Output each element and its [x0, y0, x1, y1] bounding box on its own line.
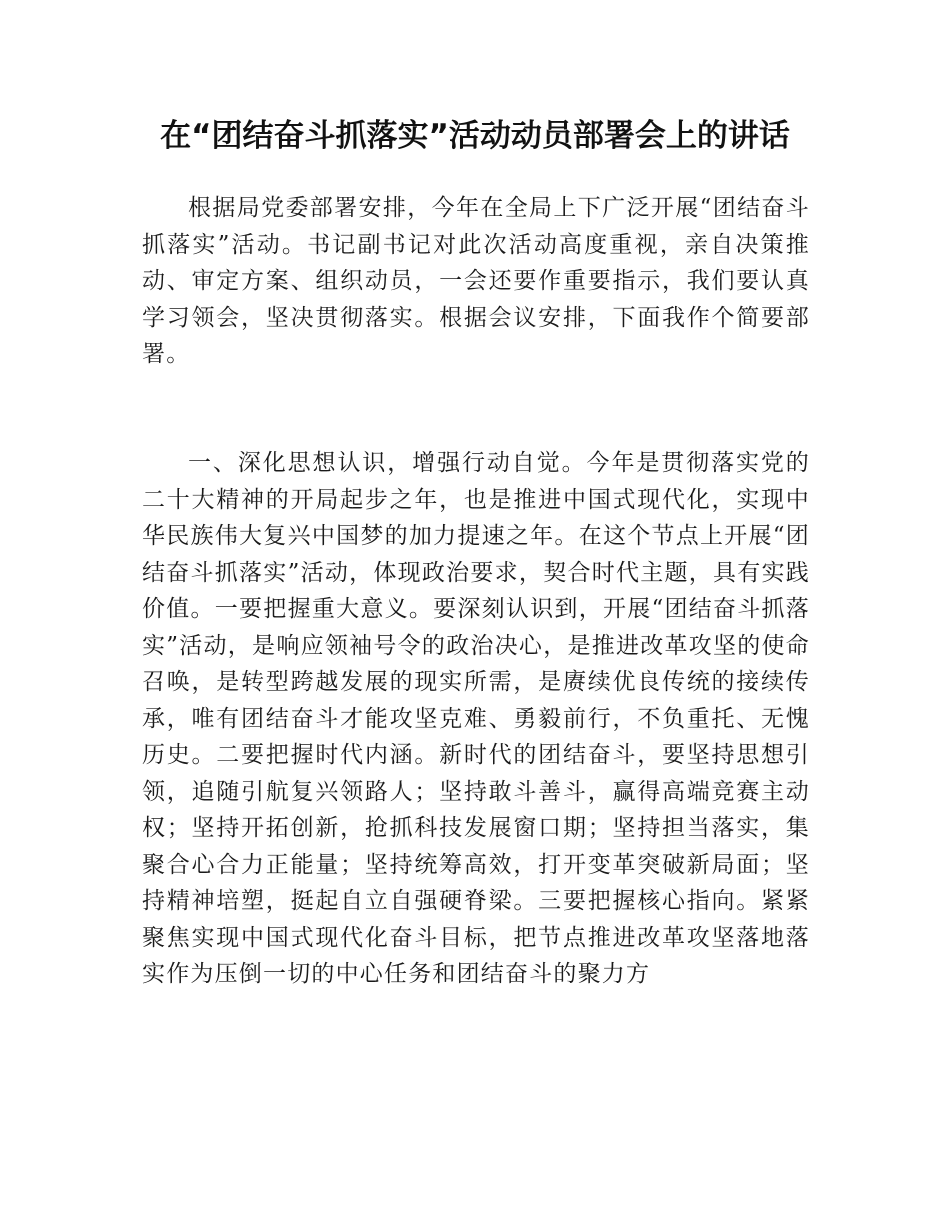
document-title: 在“团结奋斗抓落实”活动动员部署会上的讲话	[160, 118, 790, 154]
paragraph-intro: 根据局党委部署安排，今年在全局上下广泛开展“团结奋斗抓落实”活动。书记副书记对此次活动高度重视，亲自决策推动、审定方案、组织动员，一会还要作重要指示，我们要认真学习领会，坚决贯彻落实。根据会议安排，下面我作个简要部署。	[142, 195, 810, 367]
paragraph-section-one: 一、深化思想认识，增强行动自觉。今年是贯彻落实党的二十大精神的开局起步之年，也是推进中国式现代化，实现中华民族伟大复兴中国梦的加力提速之年。在这个节点上开展“团结奋斗抓落实”活动，体现政治要求，契合时代主题，具有实践价值。一要把握重大意义。要深刻认识到，开展“团结奋斗抓落实”活动，是响应领袖号令的政治决心，是推进改革攻坚的使命召唤，是转型跨越发展的现实所需，是赓续优良传统的接续传承，唯有团结奋斗才能攻坚克难、勇毅前行，不负重托、无愧历史。二要把握时代内涵。新时代的团结奋斗，要坚持思想引领，追随引航复兴领路人；坚持敢斗善斗，赢得高端竞赛主动权；坚持开拓创新，抢抓科技发展窗口期；坚持担当落实，集聚合心合力正能量；坚持统筹高效，打开变革突破新局面；坚持精神培塑，挺起自立自强硬脊梁。三要把握核心指向。紧紧聚焦实现中国式现代化奋斗目标，把节点推进改革攻坚落地落实作为压倒一切的中心任务和团结奋斗的聚力方	[142, 450, 810, 987]
